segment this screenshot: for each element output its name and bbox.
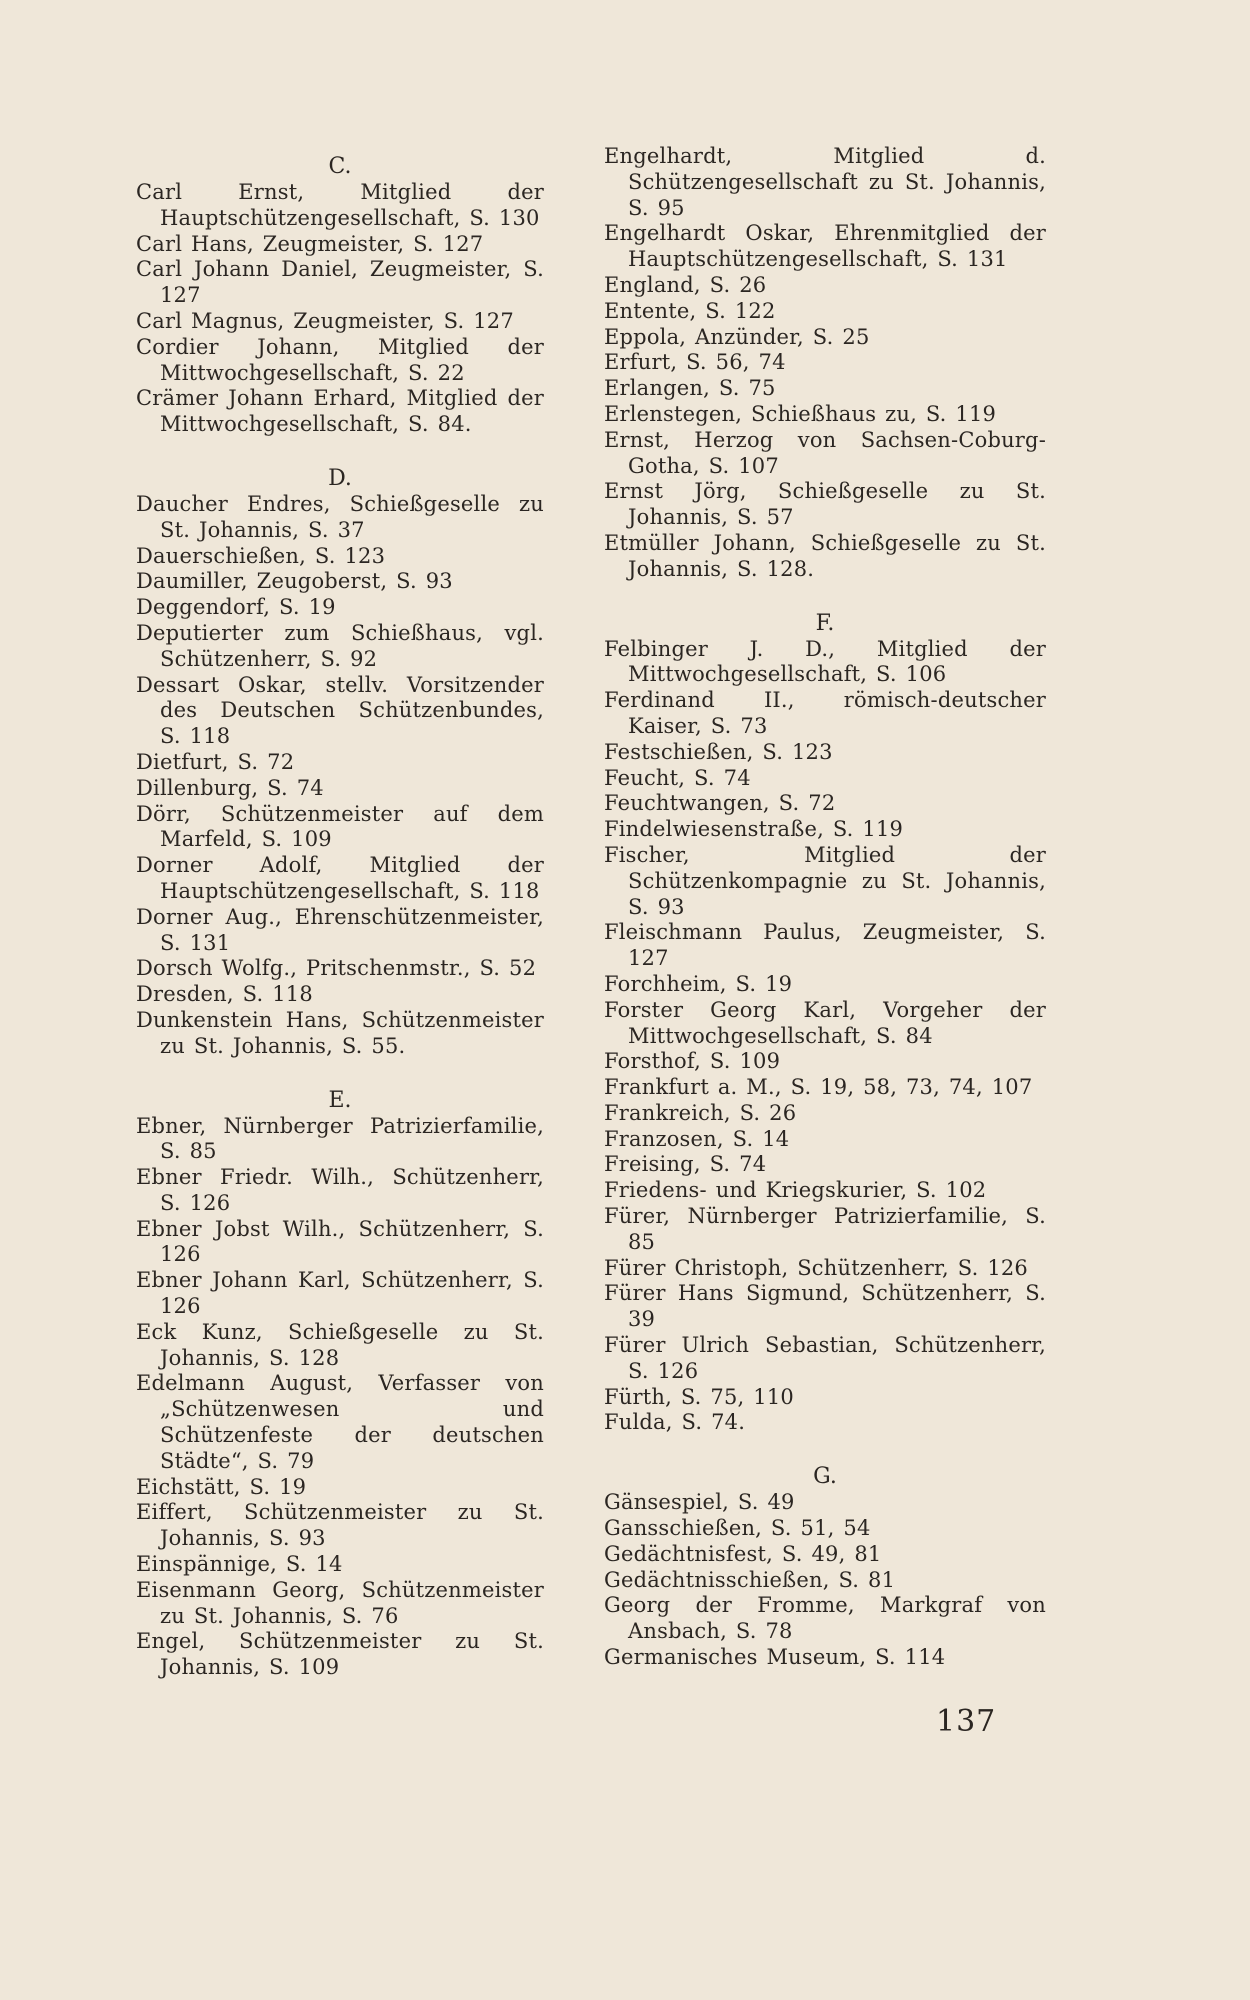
index-entry: Dauerschießen, S. 123 xyxy=(136,543,386,568)
section-heading: G. xyxy=(813,1464,837,1490)
section-gap xyxy=(136,1060,544,1088)
index-entry: Edelmann August, Verfasser von „Schützenwesen und Schützenfeste der deutschen Städte“, S. 79 xyxy=(136,1371,544,1473)
index-entry: Feuchtwangen, S. 72 xyxy=(604,791,836,816)
index-entry: Ferdinand II., römisch-deutscher Kaiser, S. 73 xyxy=(604,688,1046,738)
index-entry: Daucher Endres, Schießgeselle zu St. Johannis, S. 37 xyxy=(136,491,544,542)
index-entry: Frankreich, S. 26 xyxy=(604,1100,797,1125)
index-entry: Engelhardt, Mitglied d. Schützengesellschaft zu St. Johannis, S. 95 xyxy=(604,144,1046,220)
index-entry: Dorner Aug., Ehrenschützenmeister, S. 131 xyxy=(136,904,544,955)
index-entry: Dessart Oskar, stellv. Vorsitzender des Deutschen Schützenbundes, S. 118 xyxy=(136,672,544,749)
index-entry: Eichstätt, S. 19 xyxy=(136,1474,307,1499)
index-entry: Fürer Hans Sigmund, Schützenherr, S. 39 xyxy=(604,1281,1046,1332)
index-entry: Franzosen, S. 14 xyxy=(604,1126,790,1151)
index-entry: Entente, S. 122 xyxy=(604,298,776,323)
index-entry: Friedens- und Kriegskurier, S. 102 xyxy=(604,1178,987,1203)
index-entry: Engelhardt Oskar, Ehrenmitglied der Hauptschützengesellschaft, S. 131 xyxy=(604,221,1046,272)
index-entry: Deputierter zum Schießhaus, vgl. Schützenherr, S. 92 xyxy=(136,620,544,671)
index-entry: Erlenstegen, Schießhaus zu, S. 119 xyxy=(604,401,997,426)
index-entry: Dunkenstein Hans, Schützenmeister zu St. Johannis, S. 55. xyxy=(136,1007,544,1058)
index-entry: Fürer Christoph, Schützenherr, S. 126 xyxy=(604,1255,1028,1280)
index-entry: Forchheim, S. 19 xyxy=(604,971,793,996)
index-entry: Eiffert, Schützenmeister zu St. Johannis, S. 93 xyxy=(136,1500,544,1551)
index-column-right xyxy=(604,144,1046,1671)
index-entry: Dorsch Wolfg., Pritschenmstr., S. 52 xyxy=(136,956,537,981)
section-gap xyxy=(136,438,544,466)
index-entry: Carl Ernst, Mitglied der Hauptschützengesellschaft, S. 130 xyxy=(136,180,544,230)
section-heading: E. xyxy=(328,1087,352,1113)
index-entry: Ebner Friedr. Wilh., Schützenherr, S. 126 xyxy=(136,1165,544,1215)
index-entry: Felbinger J. D., Mitglied der Mittwochgesellschaft, S. 106 xyxy=(604,636,1046,687)
section-gap xyxy=(604,583,1046,611)
section-heading: F. xyxy=(815,610,835,636)
index-entry: Fürth, S. 75, 110 xyxy=(604,1384,794,1409)
index-entry: Fischer, Mitglied der Schützenkompagnie zu St. Johannis, S. 93 xyxy=(604,842,1046,919)
index-entry: Erlangen, S. 75 xyxy=(604,376,776,401)
index-entry: Forsthof, S. 109 xyxy=(604,1049,781,1074)
index-entry: Fürer Ulrich Sebastian, Schützenherr, S. 126 xyxy=(604,1333,1046,1383)
index-entry: Festschießen, S. 123 xyxy=(604,739,833,764)
index-entry: Cordier Johann, Mitglied der Mittwochgesellschaft, S. 22 xyxy=(136,334,544,385)
index-entry: Engel, Schützenmeister zu St. Johannis, S. 109 xyxy=(136,1629,544,1680)
index-entry: Forster Georg Karl, Vorgeher der Mittwochgesellschaft, S. 84 xyxy=(604,997,1046,1048)
index-entry: Deggendorf, S. 19 xyxy=(136,595,336,620)
index-entry: Feucht, S. 74 xyxy=(604,765,751,790)
index-entry: Ernst Jörg, Schießgeselle zu St. Johannis, S. 57 xyxy=(604,479,1046,530)
index-entry: Crämer Johann Erhard, Mitglied der Mittwochgesellschaft, S. 84. xyxy=(136,386,544,437)
index-entry: Carl Hans, Zeugmeister, S. 127 xyxy=(136,231,484,256)
index-entry: Germanisches Museum, S. 114 xyxy=(604,1645,946,1670)
index-entry: Carl Magnus, Zeugmeister, S. 127 xyxy=(136,308,514,333)
index-entry: Einspännige, S. 14 xyxy=(136,1552,343,1577)
index-entry: Fleischmann Paulus, Zeugmeister, S. 127 xyxy=(604,920,1046,971)
index-column-left xyxy=(136,144,544,1681)
index-entry: Dietfurt, S. 72 xyxy=(136,749,295,774)
index-entry: Eisenmann Georg, Schützenmeister zu St. Johannis, S. 76 xyxy=(136,1577,544,1628)
index-entry: Daumiller, Zeugoberst, S. 93 xyxy=(136,569,453,594)
index-entry: Freising, S. 74 xyxy=(604,1152,767,1177)
index-entry: Carl Johann Daniel, Zeugmeister, S. 127 xyxy=(136,257,544,308)
index-entry: England, S. 26 xyxy=(604,272,767,297)
index-entry: Etmüller Johann, Schießgeselle zu St. Johannis, S. 128. xyxy=(604,530,1046,581)
index-entry: Fürer, Nürnberger Patrizierfamilie, S. 85 xyxy=(604,1204,1046,1254)
index-entry: Gedächtnisschießen, S. 81 xyxy=(604,1567,896,1592)
index-entry: Gedächtnisfest, S. 49, 81 xyxy=(604,1541,882,1566)
index-entry: Ebner, Nürnberger Patrizierfamilie, S. 85 xyxy=(136,1113,544,1164)
index-entry: Eck Kunz, Schießgeselle zu St. Johannis, S. 128 xyxy=(136,1319,544,1370)
index-entry: Dresden, S. 118 xyxy=(136,982,313,1007)
index-entry: Ebner Johann Karl, Schützenherr, S. 126 xyxy=(136,1268,544,1319)
index-entry: Dorner Adolf, Mitglied der Hauptschützengesellschaft, S. 118 xyxy=(136,853,544,903)
index-entry: Eppola, Anzünder, S. 25 xyxy=(604,324,870,349)
index-entry: Ernst, Herzog von Sachsen-Coburg-Gotha, S. 107 xyxy=(604,427,1046,478)
index-entry: Findelwiesenstraße, S. 119 xyxy=(604,817,904,842)
index-entry: Dörr, Schützenmeister auf dem Marfeld, S. 109 xyxy=(136,801,544,852)
index-entry: Georg der Fromme, Markgraf von Ansbach, S. 78 xyxy=(604,1593,1046,1644)
index-entry: Fulda, S. 74. xyxy=(604,1410,746,1435)
index-entry: Gänsespiel, S. 49 xyxy=(604,1490,795,1515)
index-entry: Frankfurt a. M., S. 19, 58, 73, 74, 107 xyxy=(604,1075,1033,1100)
index-entry: Erfurt, S. 56, 74 xyxy=(604,350,786,375)
index-entry: Dillenburg, S. 74 xyxy=(136,775,324,800)
page-number: 137 xyxy=(936,1704,997,1739)
section-gap xyxy=(604,1436,1046,1464)
index-entry: Gansschießen, S. 51, 54 xyxy=(604,1516,871,1541)
index-entry: Ebner Jobst Wilh., Schützenherr, S. 126 xyxy=(136,1216,544,1267)
section-heading: D. xyxy=(328,465,352,491)
section-heading: C. xyxy=(328,154,352,179)
